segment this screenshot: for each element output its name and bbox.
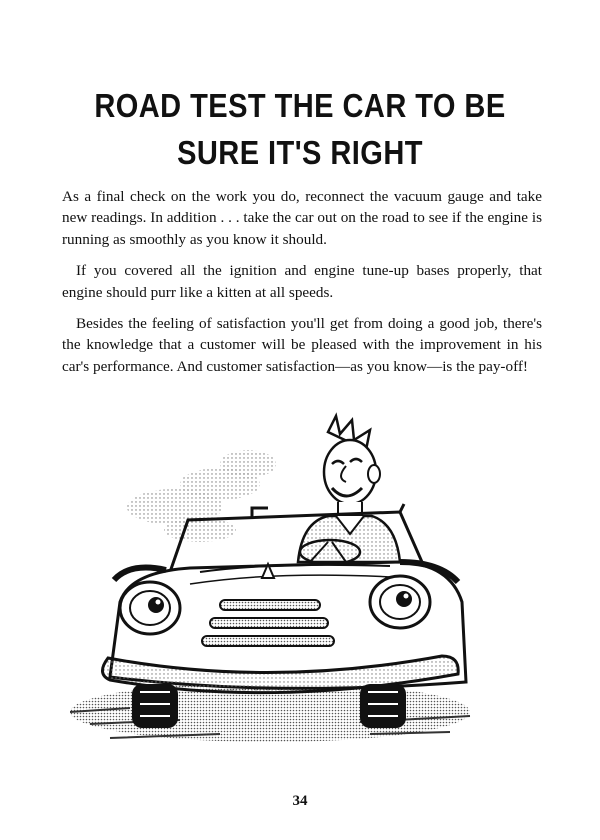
paragraph-1: As a final check on the work you do, reconnect the vacuum gauge and take new readings. In addition . . . take the car out on the road to see if the engine is running as smoothly as you know it should. <box>62 188 542 248</box>
right-headlight-icon <box>370 576 430 628</box>
page-title-line-2: SURE IT'S RIGHT <box>177 134 423 171</box>
page-number: 34 <box>292 793 308 809</box>
right-wheel-icon <box>360 684 406 728</box>
dust-cloud <box>127 450 276 542</box>
paragraph-3: Besides the feeling of satisfaction you'll get from doing a good job, there's the knowledge that a customer will be pleased with the improvement in his car's performance. And customer satisfaction—as you know—is the pay-off! <box>62 315 542 375</box>
driver-figure <box>298 416 400 562</box>
paragraph-2: If you covered all the ignition and engine tune-up bases properly, that engine should purr like a kitten at all speeds. <box>62 262 542 301</box>
page-title <box>89 82 511 176</box>
left-headlight-icon <box>120 582 180 634</box>
body-text <box>62 186 542 387</box>
page-title-line-1: ROAD TEST THE CAR TO BE <box>94 87 506 124</box>
cartoon-car-illustration <box>70 412 480 757</box>
left-wheel-icon <box>132 684 178 728</box>
